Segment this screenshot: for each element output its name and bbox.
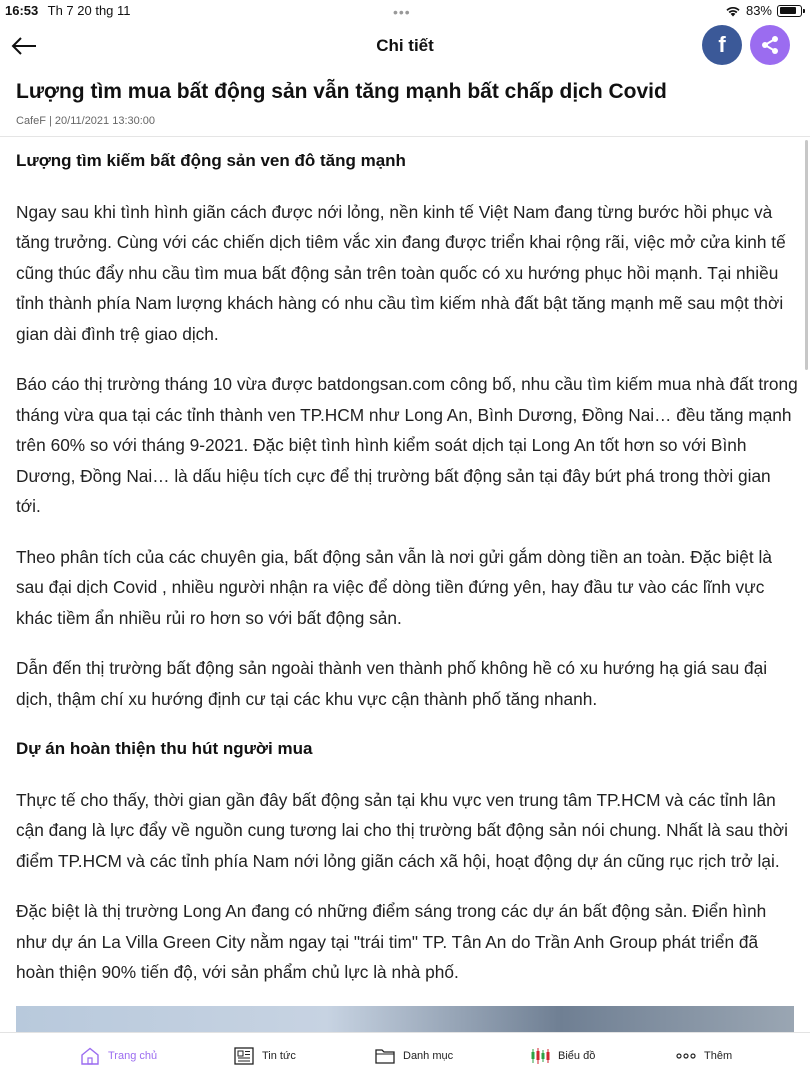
- bottom-nav: [0, 1032, 810, 1080]
- paragraph: Theo phân tích của các chuyên gia, bất động sản vẫn là nơi gửi gắm dòng tiền an toàn. Đặc biệt là sau đại dịch Covid , nhiều người nhận ra việc để dòng tiền đứng yên, hay đầu tư vào các lĩnh vực khác tiềm ẩn nhiều rủi ro hơn so với bất động sản.: [16, 546, 772, 628]
- status-date: Th 7 20 thg 11: [47, 3, 131, 18]
- article-body: [16, 146, 798, 1008]
- status-left: [5, 3, 131, 18]
- paragraph: Đặc biệt là thị trường Long An đang có những điểm sáng trong các dự án bất động sản. Điển hình như dự án La Villa Green City nằm ngay tại "trái tim" TP. Tân An do Trần Anh Group phát triển đã hoàn thiện 90% tiến độ, với sản phẩm chủ lực là nhà phố.: [16, 901, 767, 982]
- header: [0, 22, 810, 72]
- wifi-icon: [725, 5, 741, 17]
- multitasking-dots-icon[interactable]: •••: [393, 4, 411, 20]
- battery-icon: [777, 5, 802, 17]
- nav-label-categories: Danh mục: [403, 1050, 454, 1062]
- article-image: [16, 1006, 794, 1032]
- paragraph: Thực tế cho thấy, thời gian gần đây bất động sản tại khu vực ven trung tâm TP.HCM và các tỉnh lân cận đang là lực đẩy về nguồn cung tương lai cho thị trường bất động sản nói chung. Nhất là sau thời điểm TP.HCM và các tỉnh phía Nam nới lỏng giãn cách xã hội, hoạt động dự án cũng rục rịch trở lại.: [16, 789, 788, 871]
- more-dots-icon: [676, 1047, 696, 1065]
- nav-label-home: Trang chủ: [108, 1050, 158, 1062]
- section-heading: Lượng tìm kiếm bất động sản ven đô tăng mạnh: [16, 151, 406, 170]
- facebook-share-button[interactable]: [702, 25, 742, 65]
- paragraph: Báo cáo thị trường tháng 10 vừa được batdongsan.com công bố, nhu cầu tìm kiếm mua nhà đất trong tháng vừa qua tại các tỉnh thành ven TP.HCM như Long An, Bình Dương, Đồng Nai… đều tăng mạnh trên 60% so với tháng 9-2021. Đặc biệt tình hình kiểm soát dịch tại Long An tốt hơn so với Bình Dương, Đồng Nai… là dấu hiệu tích cực để thị trường bất động sản tại đây bứt phá trong thời gian tới.: [16, 374, 798, 516]
- home-icon: [80, 1047, 100, 1065]
- article-meta: CafeF | 20/11/2021 13:30:00: [16, 115, 156, 127]
- share-icon: [759, 34, 781, 56]
- nav-label-more: Thêm: [704, 1050, 733, 1062]
- status-bar: [0, 0, 810, 22]
- candlestick-chart-icon: [530, 1047, 550, 1065]
- nav-item-categories[interactable]: [375, 1047, 453, 1065]
- nav-label-charts: Biểu đồ: [558, 1050, 596, 1062]
- paragraph: Ngay sau khi tình hình giãn cách được nới lỏng, nền kinh tế Việt Nam đang từng bước hồi phục và tăng trưởng. Cùng với các chiến dịch tiêm vắc xin đang được triển khai rộng rãi, việc mở cửa kinh tế cũng thúc đẩy nhu cầu tìm mua bất động sản trên toàn quốc có xu hướng phục hồi mạnh. Tại nhiều tỉnh thành phía Nam lượng khách hàng có nhu cầu tìm kiếm nhà đất bật tăng mạnh mẽ sau một thời gian dài đình trệ giao dịch.: [16, 201, 786, 344]
- facebook-icon: f: [718, 32, 726, 57]
- nav-item-more[interactable]: [676, 1047, 732, 1065]
- battery-percent: 83%: [745, 3, 772, 18]
- paragraph: Dẫn đến thị trường bất động sản ngoài thành ven thành phố không hề có xu hướng hạ giá sau đại dịch, thậm chí xu hướng định cư tại các khu vực cận thành phố tăng nhanh.: [16, 658, 768, 709]
- nav-item-news[interactable]: [234, 1047, 296, 1065]
- page-title: Chi tiết: [376, 36, 434, 55]
- newspaper-icon: [234, 1047, 254, 1065]
- status-time: 16:53: [5, 3, 39, 18]
- share-button[interactable]: [750, 25, 790, 65]
- divider: [0, 136, 810, 137]
- nav-item-home[interactable]: [80, 1047, 157, 1065]
- scrollbar[interactable]: [805, 140, 808, 370]
- nav-label-news: Tin tức: [262, 1050, 296, 1062]
- article-title: Lượng tìm mua bất động sản vẫn tăng mạnh bất chấp dịch Covid: [16, 80, 667, 103]
- nav-item-charts[interactable]: [530, 1047, 595, 1065]
- folder-icon: [375, 1047, 395, 1065]
- status-right: [725, 3, 802, 18]
- section-heading: Dự án hoàn thiện thu hút người mua: [16, 739, 313, 758]
